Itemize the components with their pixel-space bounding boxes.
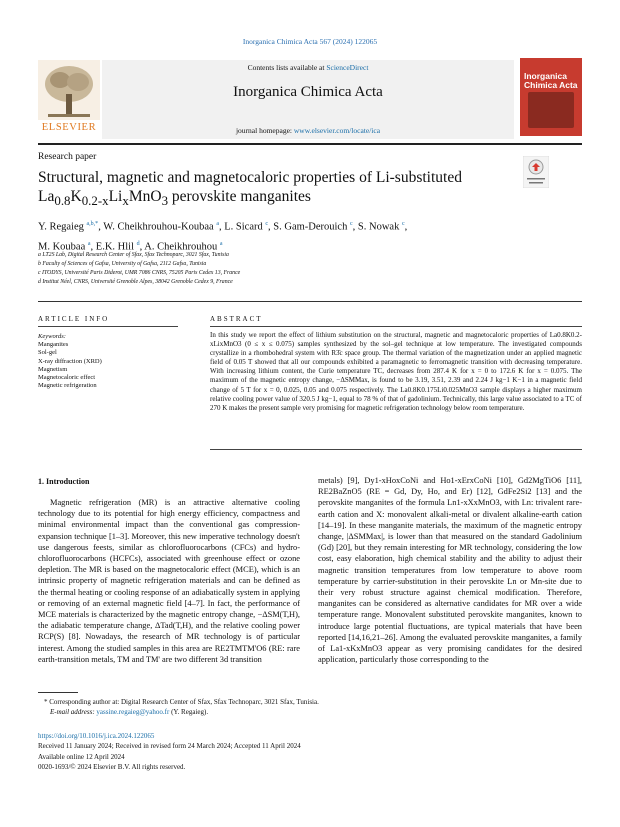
section-rule <box>38 301 582 302</box>
copyright: 0020-1693/© 2024 Elsevier B.V. All rights reserved. <box>38 763 186 772</box>
check-for-updates-icon[interactable] <box>523 156 549 188</box>
sciencedirect-link[interactable]: ScienceDirect <box>326 63 369 72</box>
email-label: E-mail address: <box>50 708 97 716</box>
authors-line-1: Y. Regaieg $^{a,b,*}$, W. Cheikhrouhou-Koubaa $^a$, L. Sicard $^c$, S. Gam-Derouich $^c$, S. Nowak $^c$, <box>38 221 408 233</box>
footnote-block <box>44 697 584 717</box>
email-link[interactable]: yassine.regaieg@yahoo.fr <box>96 708 170 716</box>
introduction-left-column: Magnetic refrigeration (MR) is an attractive alternative cooling technology due to its potential for high energy efficiency, compactness and minimal environmental impact than the conventional gas compression-expansion technique [1–3]. Moreover, this new imperative technology doesn't use dangerous feests, similar as chlorofluorocarbons (CFCs) and hydro-chlorofluorocarbons (HCFCs), associated with greenhouse effect or ozone depletion. The MR is based on the magnetocaloric effect (MCE), which is an intrinsic property of magnetic refrigeration materials and can be defined as the thermal heating or cooling response of an adiabatically system in applying or removing of an external magnetic field [4–7]. In fact, the performance of MCE materials is characterized by the magnetic entropy change, −ΔSM(T,H), the adiabatic temperature change, ΔTad(T,H), and the relative cooling power RCP(S) [8]. Nowadays, the research of MR technology is of particular interest. Among the studied samples in this area are RE2TMTM'O6 (RE: rare earth-transition metals, TM and TM' are two different 3d transition <box>38 498 300 664</box>
affiliation-a: a LT2S Lab, Digital Research Center of Sfax, Sfax Technoparc, 3021 Sfax, Tunisia <box>38 252 229 258</box>
introduction-heading: 1. Introduction <box>38 477 90 486</box>
keyword: Sol-gel <box>38 349 57 357</box>
received-dates: Received 11 January 2024; Received in revised form 24 March 2024; Accepted 11 April 2024 <box>38 742 301 751</box>
abstract-heading: ABSTRACT <box>210 315 263 323</box>
keyword: X-ray diffraction (XRD) <box>38 357 102 365</box>
doi-link[interactable]: https://doi.org/10.1016/j.ica.2024.122065 <box>38 732 155 740</box>
email-line <box>44 707 584 717</box>
corresponding-author-note: * Corresponding author at: Digital Research Center of Sfax, Sfax Technoparc, 3021 Sfax, Tunisia. <box>44 698 319 706</box>
journal-name: Inorganica Chimica Acta <box>233 84 383 100</box>
author-list <box>38 216 578 255</box>
affiliation-b: b Faculty of Sciences of Gafsa, University of Gafsa, 2112 Gafsa, Tunisia <box>38 261 207 267</box>
article-info-rule <box>38 326 178 327</box>
keywords-heading: Keywords: <box>38 333 66 340</box>
contents-line <box>102 63 514 72</box>
keyword: Magnetocaloric effect <box>38 374 96 382</box>
keyword: Magnetism <box>38 365 68 373</box>
introduction-right-column: metals) [9], Dy1-xHoxCoNi and Ho1-xErxCoNi [10], Gd2MgTiO6 [11], RE2BaZnO5 (RE = Gd, Dy, Ho, and Er) [12], GdFe2Si2 [13] and the perovskite manganites of the formula Ln1-xXxMnO3, with Ln: trivalent rare-earth cation and X: monovalent alkali-metal or divalent alkaline-earth cation [14–19]. In these manganite materials, the maximum of the magnetic entropy change, |ΔSMMax|, is lower than that measured on the standard Gadolinium (Gd) [20], but they remain interesting for MR technology, considering the low cost, easy elaboration, high chemical stability and the ability to adjust their magnetic transition temperatures from low temperature to above room temperature by carrier-substitution in their perovskite Ln or Mn-site due to their very robust structure against chemical modification. Therefore, manganites can be considered as alternative candidates for MR over a wide temperature range. Monovalent substituted perovskite manganites, known to introduce large potential fluctuations, are typical materials that have been reported [14,16,21–26]. Among the evaluated perovskite manganites, a family of La1-xKxMnO3 appear as very promising candidates for the desired application, particularly those corresponding to the <box>318 476 582 665</box>
abstract-bottom-rule <box>210 449 582 450</box>
article-title: Structural, magnetic and magnetocaloric properties of Li-substituted $La_{0.8}K_{0.2-x}Li_xMnO_3$ perovskite manganites <box>38 169 462 209</box>
cover-image <box>528 92 574 128</box>
homepage-line <box>102 126 514 135</box>
keyword: Manganites <box>38 341 69 349</box>
keywords-block <box>38 333 198 390</box>
authors-line-2: M. Koubaa $^a$, E.K. Hlil $^d$, A. Cheikhrouhou $^a$ <box>38 240 223 252</box>
journal-reference[interactable]: Inorganica Chimica Acta 567 (2024) 122065 <box>242 37 378 46</box>
footnote-rule <box>38 692 78 693</box>
keyword: Magnetic refrigeration <box>38 382 97 390</box>
cover-title: Inorganica Chimica Acta <box>524 71 578 90</box>
article-info-heading: ARTICLE INFO <box>38 315 110 323</box>
affiliation-d: d Institut Néel, CNRS, Université Grenoble Alpes, 38042 Grenoble Cedex 9, France <box>38 279 233 285</box>
abstract-text: In this study we report the effect of lithium substitution on the structural, magnetic and magnetocaloric properties of La0.8K0.2-xLixMnO3 (0 ≤ x ≤ 0.075) samples synthesized by the sol–gel technique at low temperature. The investigated compounds crystallize in a rhombohedral system with R3̄c space group. The thermal variation of the magnetization under an applied magnetic field of 0.05 T showed that all our compounds exhibited a paramagnetic to ferromagnetic transition with decreasing temperature. With increasing lithium content, the Curie temperature TC, decreases from 287.4 K for x = 0 to 172.6 K for x = 0.075. The maximum of the magnetic entropy change, −ΔSMMax, is found to be 3.19, 3.51, 2.39 and 2.24 J kg−1 K−1 in a magnetic field change of 5 T for x = 0, 0.025, 0.05 and 0.075 respectively. The La0.8K0.175Li0.025MnO3 sample displays a higher maximum relative cooling power value of 320.5 J kg−1, equal to 78 % of that of gadolinium. Technically, this large value associated to a TC of 270 K makes the present sample very promising for magnetic refrigeration technology below room temperature. <box>210 331 582 412</box>
affiliation-c: c ITODYS, Université Paris Diderot, UMR 7086 CNRS, 75205 Paris Cedex 13, France <box>38 270 241 276</box>
publisher-name: ELSEVIER <box>41 122 97 133</box>
available-online: Available online 12 April 2024 <box>38 752 125 761</box>
homepage-link[interactable]: www.elsevier.com/locate/ica <box>293 126 381 135</box>
header-rule <box>38 143 582 145</box>
article-type: Research paper <box>38 152 97 162</box>
article-history <box>38 731 438 773</box>
abstract-rule <box>210 326 582 327</box>
homepage-prefix: journal homepage: <box>235 126 294 135</box>
email-suffix: (Y. Regaieg). <box>169 708 209 716</box>
contents-prefix: Contents lists available at <box>247 63 327 72</box>
